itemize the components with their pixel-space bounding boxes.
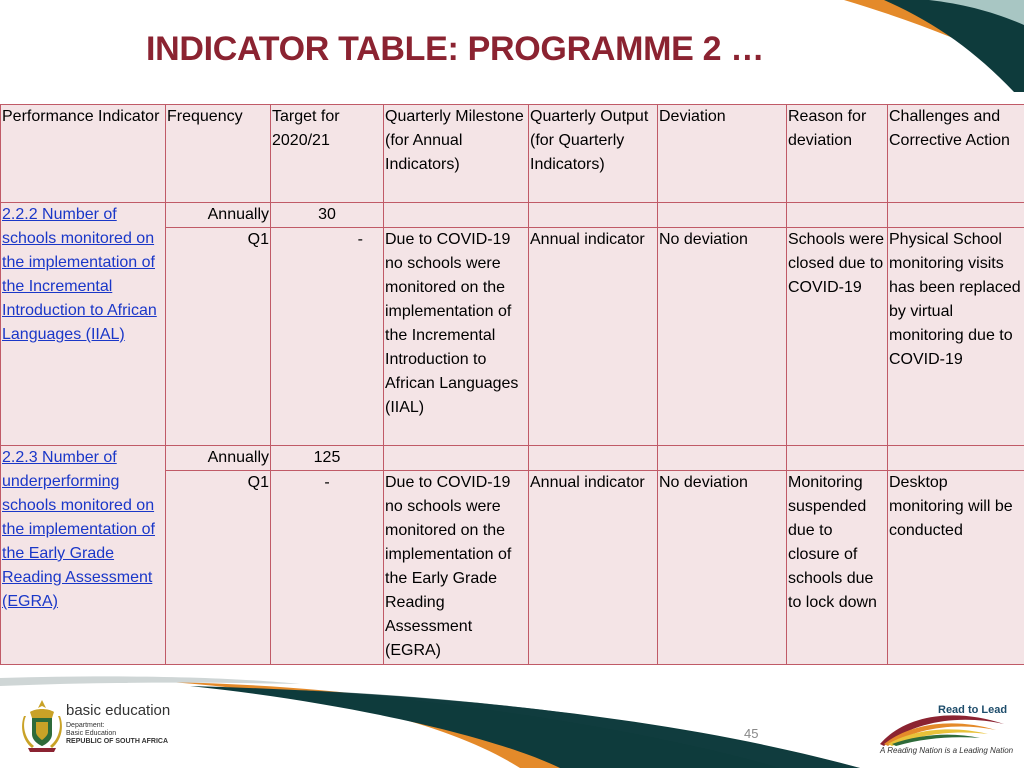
empty-cell [787, 203, 888, 228]
header-challenges: Challenges and Corrective Action [888, 105, 1024, 203]
slide-title: INDICATOR TABLE: PROGRAMME 2 … [146, 30, 765, 68]
target-cell: 30 [271, 203, 384, 228]
read-to-lead-title: Read to Lead [938, 704, 1008, 716]
indicator-link[interactable]: 2.2.3 Number of underperforming schools monitored on the implementation of the Early Grade Reading Assessment (EGRA) [2, 449, 155, 610]
reason-cell: Monitoring suspended due to closure of schools due to lock down [787, 471, 888, 665]
empty-cell [787, 446, 888, 471]
target-cell: 125 [271, 446, 384, 471]
empty-cell [384, 446, 529, 471]
header-target: Target for 2020/21 [271, 105, 384, 203]
frequency-cell: Annually [166, 446, 271, 471]
frequency-cell: Annually [166, 203, 271, 228]
challenges-cell: Desktop monitoring will be conducted [888, 471, 1024, 665]
deviation-cell: No deviation [658, 228, 787, 446]
read-to-lead-logo [876, 700, 1016, 760]
output-cell: Annual indicator [529, 471, 658, 665]
empty-cell [529, 203, 658, 228]
header-deviation: Deviation [658, 105, 787, 203]
empty-cell [658, 203, 787, 228]
table-row [1, 446, 1024, 471]
empty-cell [888, 446, 1024, 471]
department-line2: Basic Education [66, 730, 117, 737]
department-line3: REPUBLIC OF SOUTH AFRICA [66, 738, 169, 745]
deviation-cell: No deviation [658, 471, 787, 665]
indicator-link[interactable]: 2.2.2 Number of schools monitored on the implementation of the Incremental Introduction to African Languages (IIAL) [2, 206, 157, 343]
challenges-cell: Physical School monitoring visits has been replaced by virtual monitoring due to COVID-19 [888, 228, 1024, 446]
empty-cell [888, 203, 1024, 228]
reason-cell: Schools were closed due to COVID-19 [787, 228, 888, 446]
empty-cell [384, 203, 529, 228]
indicator-table [0, 104, 1024, 665]
header-row [1, 105, 1024, 203]
table-row [1, 203, 1024, 228]
milestone-cell: Due to COVID-19 no schools were monitored on the implementation of the Incremental Introduction to African Languages (IIAL) [384, 228, 529, 446]
header-performance-indicator: Performance Indicator [1, 105, 166, 203]
empty-cell [658, 446, 787, 471]
indicator-cell [1, 203, 166, 446]
output-cell: Annual indicator [529, 228, 658, 446]
empty-cell [529, 446, 658, 471]
quarter-cell: Q1 [166, 228, 271, 446]
department-line1: Department: [66, 722, 105, 729]
quarter-target-cell: - [271, 471, 384, 665]
header-quarterly-output: Quarterly Output (for Quarterly Indicators) [529, 105, 658, 203]
basic-education-logo [20, 698, 180, 758]
basic-education-name: basic education [66, 702, 171, 719]
coat-of-arms-icon [20, 698, 64, 754]
quarter-cell: Q1 [166, 471, 271, 665]
department-text [66, 722, 186, 746]
header-quarterly-milestone: Quarterly Milestone (for Annual Indicators) [384, 105, 529, 203]
page-number: 45 [744, 726, 759, 741]
quarter-target-cell: - [271, 228, 384, 446]
header-reason: Reason for deviation [787, 105, 888, 203]
indicator-cell [1, 446, 166, 665]
milestone-cell: Due to COVID-19 no schools were monitored on the implementation of the Early Grade Reading Assessment (EGRA) [384, 471, 529, 665]
read-to-lead-tagline: A Reading Nation is a Leading Nation [880, 746, 1014, 755]
header-frequency: Frequency [166, 105, 271, 203]
